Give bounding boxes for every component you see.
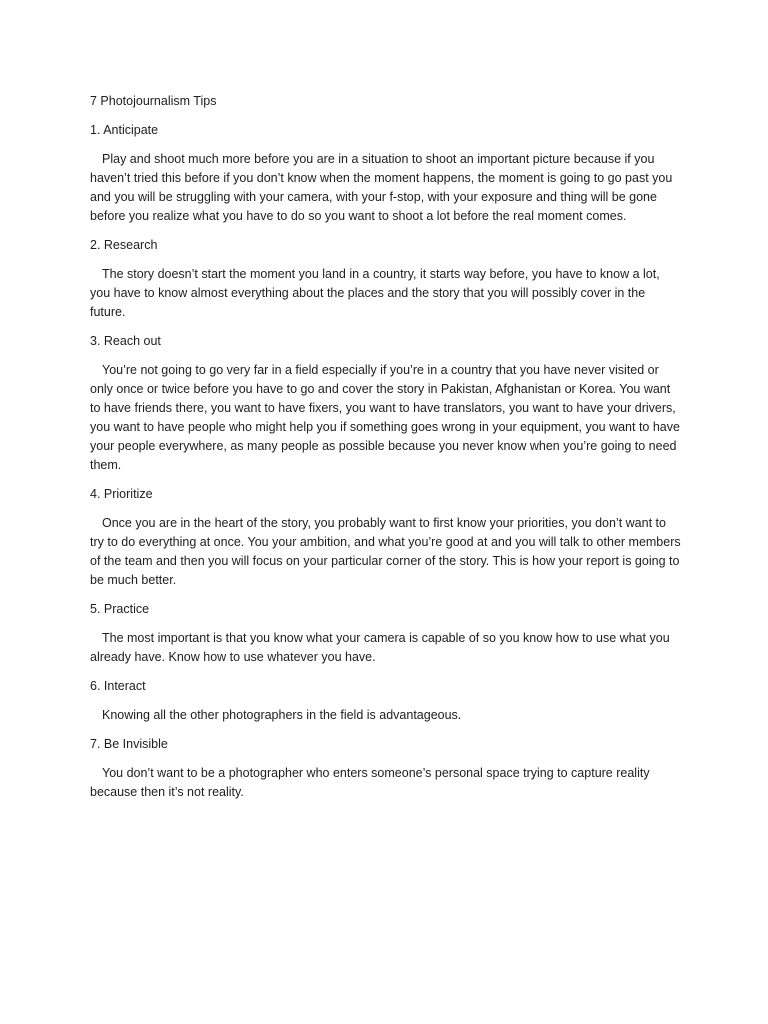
tip-section <box>90 677 682 725</box>
tip-section <box>90 485 682 590</box>
tip-body: You don’t want to be a photographer who enters someone’s personal space trying to capture reality because then it’s not reality. <box>90 766 650 799</box>
tip-section <box>90 600 682 667</box>
tip-body: The most important is that you know what your camera is capable of so you know how to use what you already have. Know how to use whatever you have. <box>90 631 670 664</box>
tip-body: Play and shoot much more before you are in a situation to shoot an important picture because if you haven’t tried this before if you don’t know when the moment happens, the moment is going to go past you and you will be struggling with your camera, with your f-stop, with your exposure and thing will be gone before you realize what you have to do so you want to shoot a lot before the real moment comes. <box>90 152 673 223</box>
tip-heading: 6. Interact <box>90 679 146 693</box>
tip-heading: 1. Anticipate <box>90 123 159 137</box>
document-content <box>90 92 682 812</box>
tip-body: Once you are in the heart of the story, you probably want to first know your priorities, you don’t want to try to do everything at once. You your ambition, and what you’re good at and you will talk to other members of the team and then you will focus on your particular corner of the story. This is how your report is going to be much better. <box>90 516 681 587</box>
tip-heading: 4. Prioritize <box>90 487 153 501</box>
tip-heading: 5. Practice <box>90 602 150 616</box>
tip-section <box>90 735 682 802</box>
tip-section <box>90 236 682 322</box>
tip-body: You’re not going to go very far in a field especially if you’re in a country that you have never visited or only once or twice before you have to go and cover the story in Pakistan, Afghanistan or Korea. You want to have friends there, you want to have fixers, you want to have translators, you want to have your drivers, you want to have people who might help you if something goes wrong in your equipment, you want to have your people everywhere, as many people as possible because you never know when you’re going to need them. <box>90 363 680 472</box>
tip-heading: 2. Research <box>90 238 158 252</box>
tip-section <box>90 121 682 226</box>
tip-heading: 3. Reach out <box>90 334 161 348</box>
tip-heading: 7. Be Invisible <box>90 737 168 751</box>
tip-body: Knowing all the other photographers in the field is advantageous. <box>102 708 462 722</box>
document-title: 7 Photojournalism Tips <box>90 94 217 108</box>
tip-body: The story doesn’t start the moment you land in a country, it starts way before, you have to know a lot, you have to know almost everything about the places and the story that you will possibly cover in the future. <box>90 267 660 319</box>
tip-section <box>90 332 682 475</box>
